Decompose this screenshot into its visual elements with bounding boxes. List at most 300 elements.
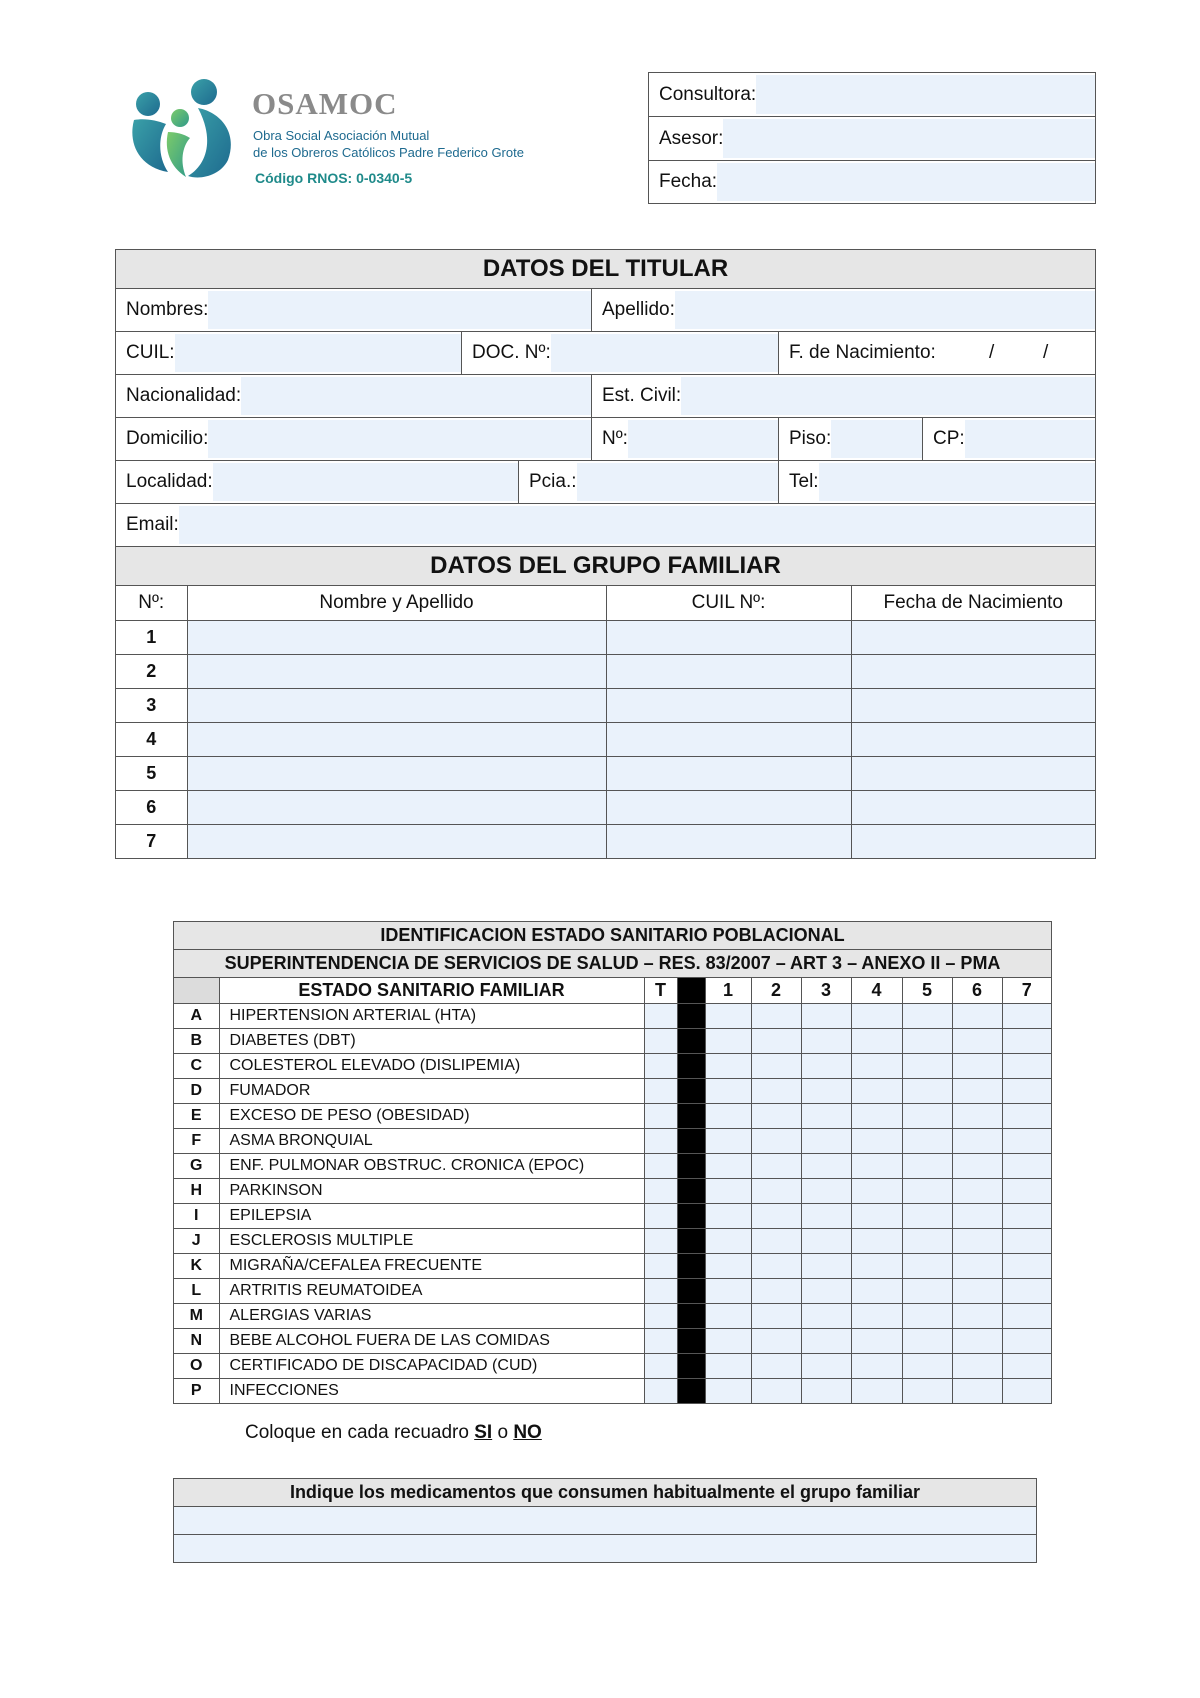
fecha-field[interactable] [717, 163, 1095, 201]
sanitario-black-cell [677, 1128, 705, 1153]
sanitario-answer-cell[interactable] [952, 1128, 1002, 1153]
sanitario-row [174, 1328, 1051, 1353]
sanitario-answer-cell[interactable] [952, 1253, 1002, 1278]
sanitario-answer-cell[interactable] [851, 1253, 902, 1278]
sanitario-answer-cell[interactable] [902, 1303, 952, 1328]
sanitario-row-letter: G [174, 1153, 219, 1178]
familia-fecha-field[interactable] [851, 790, 1095, 824]
sanitario-answer-cell[interactable] [751, 1103, 801, 1128]
cp-field[interactable] [965, 420, 1095, 458]
cuil-field[interactable] [175, 334, 461, 372]
familia-cuil-field[interactable] [606, 688, 851, 722]
sanitario-answer-cell[interactable] [644, 1178, 677, 1203]
sanitario-answer-cell[interactable] [801, 1003, 851, 1028]
cuil-label: CUIL: [126, 342, 175, 363]
sanitario-answer-cell[interactable] [801, 1028, 851, 1053]
sanitario-header-row [174, 978, 1051, 1003]
sanitario-row [174, 1253, 1051, 1278]
cp-label: CP: [933, 428, 965, 449]
sanitario-answer-cell[interactable] [902, 1003, 952, 1028]
sanitario-answer-cell[interactable] [1002, 1303, 1051, 1328]
familia-header-row [116, 586, 1095, 620]
sanitario-row-letter: P [174, 1378, 219, 1403]
sanitario-answer-cell[interactable] [1002, 1278, 1051, 1303]
sanitario-row [174, 1278, 1051, 1303]
sanitario-answer-cell[interactable] [851, 1303, 902, 1328]
sanitario-answer-cell[interactable] [952, 1378, 1002, 1403]
sanitario-answer-cell[interactable] [801, 1228, 851, 1253]
sanitario-answer-cell[interactable] [644, 1153, 677, 1178]
logo-icon [128, 72, 243, 187]
sanitario-answer-cell[interactable] [1002, 1003, 1051, 1028]
sanitario-answer-cell[interactable] [902, 1178, 952, 1203]
sanitario-answer-cell[interactable] [902, 1328, 952, 1353]
sanitario-answer-cell[interactable] [1002, 1153, 1051, 1178]
sanitario-answer-cell[interactable] [705, 1053, 751, 1078]
sanitario-answer-cell[interactable] [851, 1053, 902, 1078]
familia-cuil-field[interactable] [606, 824, 851, 858]
sanitario-answer-cell[interactable] [644, 1103, 677, 1128]
sanitario-row [174, 1228, 1051, 1253]
sanitario-black-cell [677, 1053, 705, 1078]
familia-nombre-field[interactable] [187, 654, 606, 688]
sanitario-answer-cell[interactable] [1002, 1053, 1051, 1078]
sanitario-answer-cell[interactable] [705, 1203, 751, 1228]
sanitario-col-6: 6 [952, 978, 1002, 1003]
sanitario-answer-cell[interactable] [952, 1303, 1002, 1328]
sanitario-answer-cell[interactable] [952, 1078, 1002, 1103]
sanitario-header-blank [174, 978, 219, 1003]
titular-section [115, 249, 1096, 859]
sanitario-answer-cell[interactable] [751, 1128, 801, 1153]
sanitario-row [174, 1203, 1051, 1228]
sanitario-answer-cell[interactable] [851, 1378, 902, 1403]
sanitario-answer-cell[interactable] [644, 1078, 677, 1103]
familia-cuil-field[interactable] [606, 790, 851, 824]
familia-fecha-field[interactable] [851, 620, 1095, 654]
sanitario-answer-cell[interactable] [801, 1178, 851, 1203]
familia-row-num: 5 [116, 756, 187, 790]
sanitario-answer-cell[interactable] [801, 1353, 851, 1378]
sanitario-row [174, 1128, 1051, 1153]
estcivil-label: Est. Civil: [602, 385, 682, 406]
familia-row-num: 2 [116, 654, 187, 688]
sanitario-answer-cell[interactable] [902, 1028, 952, 1053]
sanitario-answer-cell[interactable] [952, 1053, 1002, 1078]
note-si: SI [474, 1422, 493, 1443]
familia-row-num: 3 [116, 688, 187, 722]
sanitario-answer-cell[interactable] [952, 1153, 1002, 1178]
familia-fecha-field[interactable] [851, 756, 1095, 790]
sanitario-answer-cell[interactable] [751, 1178, 801, 1203]
nacimiento-slash-2: / [1043, 342, 1049, 363]
sanitario-answer-cell[interactable] [1002, 1028, 1051, 1053]
sanitario-answer-cell[interactable] [902, 1053, 952, 1078]
sanitario-row-name: EPILEPSIA [219, 1203, 644, 1228]
sanitario-answer-cell[interactable] [705, 1178, 751, 1203]
sanitario-row-letter: I [174, 1203, 219, 1228]
sanitario-answer-cell[interactable] [952, 1353, 1002, 1378]
sanitario-row-name: HIPERTENSION ARTERIAL (HTA) [219, 1003, 644, 1028]
sanitario-row [174, 1028, 1051, 1053]
familia-nombre-field[interactable] [187, 620, 606, 654]
sanitario-row-letter: B [174, 1028, 219, 1053]
sanitario-answer-cell[interactable] [952, 1228, 1002, 1253]
familia-nombre-field[interactable] [187, 756, 606, 790]
sanitario-answer-cell[interactable] [644, 1278, 677, 1303]
sanitario-answer-cell[interactable] [705, 1353, 751, 1378]
sanitario-answer-cell[interactable] [902, 1103, 952, 1128]
sanitario-black-cell [677, 1078, 705, 1103]
logo-line2: de los Obreros Católicos Padre Federico Grote [253, 145, 524, 160]
sanitario-answer-cell[interactable] [1002, 1203, 1051, 1228]
familia-row [116, 688, 1095, 722]
sanitario-answer-cell[interactable] [902, 1128, 952, 1153]
titular-title: DATOS DEL TITULAR [116, 250, 1095, 289]
sanitario-row [174, 1003, 1051, 1028]
sanitario-answer-cell[interactable] [751, 1278, 801, 1303]
sanitario-answer-cell[interactable] [902, 1203, 952, 1228]
sanitario-answer-cell[interactable] [902, 1078, 952, 1103]
sanitario-row [174, 1053, 1051, 1078]
familia-nombre-field[interactable] [187, 722, 606, 756]
sanitario-answer-cell[interactable] [751, 1153, 801, 1178]
familia-row [116, 722, 1095, 756]
sanitario-row-name: ARTRITIS REUMATOIDEA [219, 1278, 644, 1303]
sanitario-table [174, 978, 1051, 1403]
sanitario-answer-cell[interactable] [751, 1303, 801, 1328]
familia-row-num: 7 [116, 824, 187, 858]
sanitario-black-cell [677, 1153, 705, 1178]
familia-row-num: 6 [116, 790, 187, 824]
sanitario-answer-cell[interactable] [801, 1128, 851, 1153]
pcia-label: Pcia.: [529, 471, 577, 492]
consultora-box [648, 72, 1096, 204]
sanitario-answer-cell[interactable] [644, 1253, 677, 1278]
medicamentos-title: Indique los medicamentos que consumen habitualmente el grupo familiar [174, 1479, 1036, 1507]
sanitario-answer-cell[interactable] [751, 1378, 801, 1403]
familia-nombre-field[interactable] [187, 790, 606, 824]
sanitario-answer-cell[interactable] [902, 1153, 952, 1178]
sanitario-answer-cell[interactable] [851, 1003, 902, 1028]
sanitario-title-2: SUPERINTENDENCIA DE SERVICIOS DE SALUD – RES. 83/2007 – ART 3 – ANEXO II – PMA [174, 950, 1051, 978]
logo-line1: Obra Social Asociación Mutual [253, 128, 430, 143]
sanitario-answer-cell[interactable] [952, 1278, 1002, 1303]
logo-rnos: Código RNOS: 0-0340-5 [255, 170, 413, 186]
sanitario-row-name: INFECCIONES [219, 1378, 644, 1403]
sanitario-answer-cell[interactable] [751, 1328, 801, 1353]
familia-row [116, 790, 1095, 824]
familia-fecha-field[interactable] [851, 688, 1095, 722]
sanitario-answer-cell[interactable] [851, 1353, 902, 1378]
sanitario-answer-cell[interactable] [644, 1303, 677, 1328]
familia-table [116, 586, 1095, 858]
sanitario-row-name: CERTIFICADO DE DISCAPACIDAD (CUD) [219, 1353, 644, 1378]
sanitario-answer-cell[interactable] [644, 1378, 677, 1403]
sanitario-answer-cell[interactable] [705, 1253, 751, 1278]
sanitario-header-label: ESTADO SANITARIO FAMILIAR [219, 978, 644, 1003]
sanitario-row-letter: N [174, 1328, 219, 1353]
sanitario-black-cell [677, 1353, 705, 1378]
sanitario-black-cell [677, 1203, 705, 1228]
sanitario-col-3: 3 [801, 978, 851, 1003]
sanitario-col-4: 4 [851, 978, 902, 1003]
sanitario-black-cell [677, 1003, 705, 1028]
sanitario-answer-cell[interactable] [644, 1228, 677, 1253]
sanitario-answer-cell[interactable] [952, 1103, 1002, 1128]
sanitario-answer-cell[interactable] [705, 1303, 751, 1328]
sanitario-black-cell [677, 1253, 705, 1278]
sanitario-col-5: 5 [902, 978, 952, 1003]
sanitario-answer-cell[interactable] [801, 1153, 851, 1178]
piso-label: Piso: [789, 428, 832, 449]
sanitario-black-cell [677, 1378, 705, 1403]
familia-row [116, 824, 1095, 858]
email-field[interactable] [179, 506, 1095, 544]
familia-row [116, 654, 1095, 688]
medicamentos-section [173, 1478, 1037, 1563]
sanitario-answer-cell[interactable] [751, 1028, 801, 1053]
apellido-field[interactable] [675, 291, 1095, 329]
piso-field[interactable] [831, 420, 922, 458]
sanitario-answer-cell[interactable] [1002, 1253, 1051, 1278]
estcivil-field[interactable] [681, 377, 1095, 415]
sanitario-answer-cell[interactable] [751, 1353, 801, 1378]
note-o: o [497, 1422, 509, 1443]
sanitario-answer-cell[interactable] [751, 1053, 801, 1078]
sanitario-answer-cell[interactable] [705, 1128, 751, 1153]
familia-row-num: 4 [116, 722, 187, 756]
sanitario-answer-cell[interactable] [801, 1328, 851, 1353]
sanitario-answer-cell[interactable] [1002, 1178, 1051, 1203]
sanitario-row-name: BEBE ALCOHOL FUERA DE LAS COMIDAS [219, 1328, 644, 1353]
sanitario-answer-cell[interactable] [644, 1353, 677, 1378]
sanitario-answer-cell[interactable] [952, 1328, 1002, 1353]
sanitario-answer-cell[interactable] [801, 1378, 851, 1403]
sanitario-row-letter: O [174, 1353, 219, 1378]
sanitario-black-cell [677, 1278, 705, 1303]
logo [128, 72, 548, 192]
sanitario-answer-cell[interactable] [1002, 1378, 1051, 1403]
sanitario-answer-cell[interactable] [1002, 1228, 1051, 1253]
sanitario-answer-cell[interactable] [851, 1128, 902, 1153]
sanitario-answer-cell[interactable] [751, 1253, 801, 1278]
sanitario-row-letter: M [174, 1303, 219, 1328]
familia-nombre-field[interactable] [187, 688, 606, 722]
pcia-field[interactable] [577, 463, 778, 501]
sanitario-answer-cell[interactable] [1002, 1103, 1051, 1128]
sanitario-row [174, 1178, 1051, 1203]
familia-row-num: 1 [116, 620, 187, 654]
sanitario-answer-cell[interactable] [705, 1378, 751, 1403]
sanitario-row [174, 1378, 1051, 1403]
sanitario-answer-cell[interactable] [801, 1053, 851, 1078]
sanitario-answer-cell[interactable] [902, 1353, 952, 1378]
sanitario-answer-cell[interactable] [705, 1028, 751, 1053]
asesor-label: Asesor: [659, 127, 724, 149]
sanitario-row-letter: J [174, 1228, 219, 1253]
nacionalidad-field[interactable] [241, 377, 591, 415]
familia-header-fecha: Fecha de Nacimiento [851, 586, 1095, 620]
sanitario-black-cell [677, 1228, 705, 1253]
sanitario-row-letter: L [174, 1278, 219, 1303]
sanitario-row-name: ENF. PULMONAR OBSTRUC. CRONICA (EPOC) [219, 1153, 644, 1178]
sanitario-answer-cell[interactable] [902, 1278, 952, 1303]
familia-cuil-field[interactable] [606, 756, 851, 790]
consultora-field[interactable] [756, 75, 1095, 114]
sanitario-row [174, 1353, 1051, 1378]
sanitario-answer-cell[interactable] [851, 1178, 902, 1203]
sanitario-answer-cell[interactable] [952, 1003, 1002, 1028]
sanitario-answer-cell[interactable] [1002, 1328, 1051, 1353]
sanitario-row-name: DIABETES (DBT) [219, 1028, 644, 1053]
sanitario-col-7: 7 [1002, 978, 1051, 1003]
sanitario-answer-cell[interactable] [751, 1203, 801, 1228]
sanitario-answer-cell[interactable] [705, 1278, 751, 1303]
tel-field[interactable] [819, 463, 1095, 501]
sanitario-answer-cell[interactable] [801, 1253, 851, 1278]
sanitario-black-cell [677, 1303, 705, 1328]
note-text: Coloque en cada recuadro [245, 1422, 469, 1443]
sanitario-row-letter: A [174, 1003, 219, 1028]
sanitario-row [174, 1153, 1051, 1178]
sanitario-answer-cell[interactable] [801, 1278, 851, 1303]
sanitario-row-letter: D [174, 1078, 219, 1103]
familia-title: DATOS DEL GRUPO FAMILIAR [116, 547, 1095, 586]
apellido-label: Apellido: [602, 299, 675, 320]
sanitario-title-1: IDENTIFICACION ESTADO SANITARIO POBLACIONAL [174, 922, 1051, 950]
sanitario-answer-cell[interactable] [644, 1028, 677, 1053]
sanitario-answer-cell[interactable] [1002, 1353, 1051, 1378]
sanitario-row-name: ASMA BRONQUIAL [219, 1128, 644, 1153]
sanitario-answer-cell[interactable] [751, 1228, 801, 1253]
sanitario-answer-cell[interactable] [801, 1203, 851, 1228]
sanitario-answer-cell[interactable] [644, 1053, 677, 1078]
sanitario-answer-cell[interactable] [751, 1003, 801, 1028]
familia-row [116, 756, 1095, 790]
sanitario-answer-cell[interactable] [1002, 1128, 1051, 1153]
sanitario-note [245, 1422, 542, 1444]
sanitario-row-letter: H [174, 1178, 219, 1203]
sanitario-answer-cell[interactable] [851, 1278, 902, 1303]
familia-row [116, 620, 1095, 654]
sanitario-answer-cell[interactable] [851, 1028, 902, 1053]
sanitario-answer-cell[interactable] [644, 1003, 677, 1028]
sanitario-col-1: 1 [705, 978, 751, 1003]
consultora-label: Consultora: [659, 83, 757, 105]
sanitario-row [174, 1078, 1051, 1103]
sanitario-row-letter: C [174, 1053, 219, 1078]
sanitario-row-name: EXCESO DE PESO (OBESIDAD) [219, 1103, 644, 1128]
sanitario-row-letter: F [174, 1128, 219, 1153]
medicamentos-field-2[interactable] [174, 1535, 1036, 1562]
sanitario-answer-cell[interactable] [644, 1128, 677, 1153]
domicilio-label: Domicilio: [126, 428, 209, 449]
sanitario-row [174, 1303, 1051, 1328]
sanitario-answer-cell[interactable] [952, 1028, 1002, 1053]
doc-label: DOC. Nº: [472, 342, 551, 363]
sanitario-answer-cell[interactable] [705, 1153, 751, 1178]
sanitario-answer-cell[interactable] [705, 1078, 751, 1103]
sanitario-answer-cell[interactable] [705, 1228, 751, 1253]
sanitario-answer-cell[interactable] [705, 1103, 751, 1128]
familia-cuil-field[interactable] [606, 654, 851, 688]
sanitario-answer-cell[interactable] [801, 1303, 851, 1328]
sanitario-black-cell [677, 1103, 705, 1128]
familia-cuil-field[interactable] [606, 722, 851, 756]
domicilio-field[interactable] [208, 420, 591, 458]
sanitario-answer-cell[interactable] [705, 1328, 751, 1353]
sanitario-black-cell [677, 1178, 705, 1203]
localidad-field[interactable] [213, 463, 518, 501]
sanitario-row [174, 1103, 1051, 1128]
sanitario-answer-cell[interactable] [851, 1078, 902, 1103]
sanitario-answer-cell[interactable] [644, 1203, 677, 1228]
familia-fecha-field[interactable] [851, 824, 1095, 858]
sanitario-answer-cell[interactable] [851, 1103, 902, 1128]
sanitario-answer-cell[interactable] [851, 1228, 902, 1253]
familia-fecha-field[interactable] [851, 654, 1095, 688]
numero-label: Nº: [602, 428, 628, 449]
sanitario-answer-cell[interactable] [705, 1003, 751, 1028]
nombres-label: Nombres: [126, 299, 209, 320]
sanitario-answer-cell[interactable] [902, 1228, 952, 1253]
email-label: Email: [126, 514, 179, 535]
medicamentos-field-1[interactable] [174, 1507, 1036, 1535]
sanitario-answer-cell[interactable] [851, 1328, 902, 1353]
nombres-field[interactable] [208, 291, 591, 329]
sanitario-answer-cell[interactable] [902, 1378, 952, 1403]
doc-field[interactable] [551, 334, 778, 372]
sanitario-row-letter: E [174, 1103, 219, 1128]
familia-header-num: Nº: [116, 586, 187, 620]
sanitario-col-black [677, 978, 705, 1003]
familia-fecha-field[interactable] [851, 722, 1095, 756]
sanitario-col-2: 2 [751, 978, 801, 1003]
note-no: NO [513, 1422, 542, 1443]
sanitario-black-cell [677, 1028, 705, 1053]
sanitario-answer-cell[interactable] [851, 1203, 902, 1228]
nacimiento-slash-1: / [989, 342, 995, 363]
numero-field[interactable] [628, 420, 778, 458]
familia-header-nombre: Nombre y Apellido [187, 586, 606, 620]
sanitario-answer-cell[interactable] [952, 1178, 1002, 1203]
sanitario-row-name: ALERGIAS VARIAS [219, 1303, 644, 1328]
sanitario-answer-cell[interactable] [952, 1203, 1002, 1228]
sanitario-row-name: COLESTEROL ELEVADO (DISLIPEMIA) [219, 1053, 644, 1078]
familia-nombre-field[interactable] [187, 824, 606, 858]
logo-name: OSAMOC [252, 86, 398, 121]
sanitario-answer-cell[interactable] [1002, 1078, 1051, 1103]
sanitario-answer-cell[interactable] [751, 1078, 801, 1103]
sanitario-answer-cell[interactable] [902, 1253, 952, 1278]
sanitario-row-name: PARKINSON [219, 1178, 644, 1203]
sanitario-row-name: MIGRAÑA/CEFALEA FRECUENTE [219, 1253, 644, 1278]
localidad-label: Localidad: [126, 471, 213, 492]
sanitario-section [173, 921, 1052, 1404]
nacimiento-label: F. de Nacimiento: [789, 342, 936, 363]
sanitario-answer-cell[interactable] [644, 1328, 677, 1353]
sanitario-answer-cell[interactable] [801, 1078, 851, 1103]
sanitario-black-cell [677, 1328, 705, 1353]
nacionalidad-label: Nacionalidad: [126, 385, 242, 406]
familia-cuil-field[interactable] [606, 620, 851, 654]
sanitario-answer-cell[interactable] [801, 1103, 851, 1128]
fecha-label: Fecha: [659, 171, 718, 192]
asesor-field[interactable] [723, 119, 1095, 158]
sanitario-row-letter: K [174, 1253, 219, 1278]
sanitario-answer-cell[interactable] [851, 1153, 902, 1178]
